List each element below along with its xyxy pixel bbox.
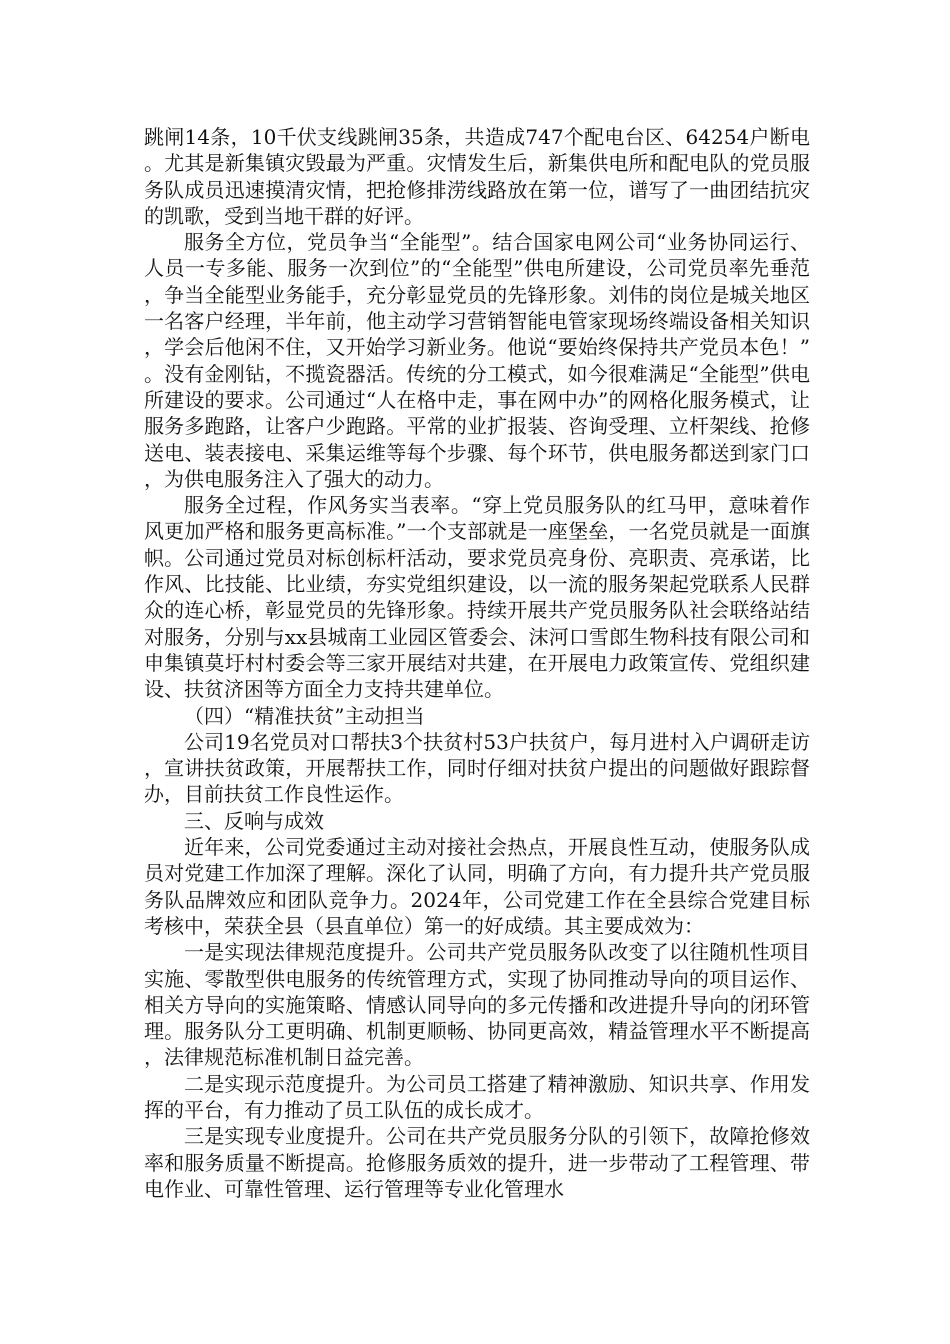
paragraph-result-professional: 三是实现专业度提升。公司在共产党员服务分队的引领下，故障抢修效率和服务质量不断提高。抢修服务质效的提升，进一步带动了工程管理、带电作业、可靠性管理、运行管理等专业化管理水 (144, 1124, 810, 1201)
section-heading-poverty-alleviation: （四）“精准扶贫”主动担当 (184, 703, 425, 728)
paragraph-outage-summary: 跳闸14条，10千伏支线跳闸35条，共造成747个配电台区、64254户断电。尤其是新集镇灾毁最为严重。灾情发生后，新集供电所和配电队的党员服务队成员迅速摸清灾情，把抢修排涝线路放在第一位，谱写了一曲团结抗灾的凯歌，受到当地干群的好评。 (144, 125, 810, 228)
paragraph-whole-process-service: 服务全过程，作风务实当表率。“穿上党员服务队的红马甲，意味着作风更加严格和服务更高标准。”一个支部就是一座堡垒，一名党员就是一面旗帜。公司通过党员对标创标杆活动，要求党员亮身份、亮职责、亮承诺，比作风、比技能、比业绩，夯实党组织建设，以一流的服务架起党联系人民群众的连心桥，彰显党员的先锋形象。持续开展共产党员服务队社会联络站结对服务，分别与xx县城南工业园区管委会、沫河口雪郎生物科技有限公司和申集镇莫圩村村委会等三家开展结对共建，在开展电力政策宣传、党组织建设、扶贫济困等方面全力支持共建单位。 (144, 493, 810, 702)
paragraph-poverty-alleviation: 公司19名党员对口帮扶3个扶贫村53户扶贫户，每月进村入户调研走访，宣讲扶贫政策，开展帮扶工作，同时仔细对扶贫户提出的问题做好跟踪督办，目前扶贫工作良性运作。 (144, 729, 810, 807)
section-heading-results: 三、反响与成效 (184, 808, 324, 833)
paragraph-results-intro: 近年来，公司党委通过主动对接社会热点，开展良性互动，使服务队成员对党建工作加深了理解。深化了认同，明确了方向，有力提升共产党员服务队品牌效应和团队竞争力。2024年，公司党建工作在全县综合党建目标考核中，荣获全县（县直单位）第一的好成绩。其主要成效为： (144, 835, 810, 938)
document-page (144, 124, 810, 1202)
paragraph-result-legal-standard: 一是实现法律规范度提升。公司共产党员服务队改变了以往随机性项目实施、零散型供电服务的传统管理方式，实现了协同推动导向的项目运作、相关方导向的实施策略、情感认同导向的多元传播和改进提升导向的闭环管理。服务队分工更明确、机制更顺畅、协同更高效，精益管理水平不断提高，法律规范标准机制日益完善。 (144, 940, 810, 1070)
paragraph-result-demonstration: 二是实现示范度提升。为公司员工搭建了精神激励、知识共享、作用发挥的平台，有力推动了员工队伍的成长成才。 (144, 1071, 810, 1122)
paragraph-all-round-service: 服务全方位，党员争当“全能型”。结合国家电网公司“业务协同运行、人员一专多能、服务一次到位”的“全能型”供电所建设，公司党员率先垂范，争当全能型业务能手，充分彰显党员的先锋形象。刘伟的岗位是城关地区一名客户经理，半年前，他主动学习营销智能电管家现场终端设备相关知识，学会后他闲不住，又开始学习新业务。他说“要始终保持共产党员本色！”。没有金刚钻，不揽瓷器活。传统的分工模式，如今很难满足“全能型”供电所建设的要求。公司通过“人在格中走，事在网中办”的网格化服务模式，让服务多跑路，让客户少跑路。平常的业扩报装、咨询受理、立杆架线、抢修送电、装表接电、采集运维等每个步骤、每个环节，供电服务都送到家门口，为供电服务注入了强大的动力。 (144, 230, 810, 491)
